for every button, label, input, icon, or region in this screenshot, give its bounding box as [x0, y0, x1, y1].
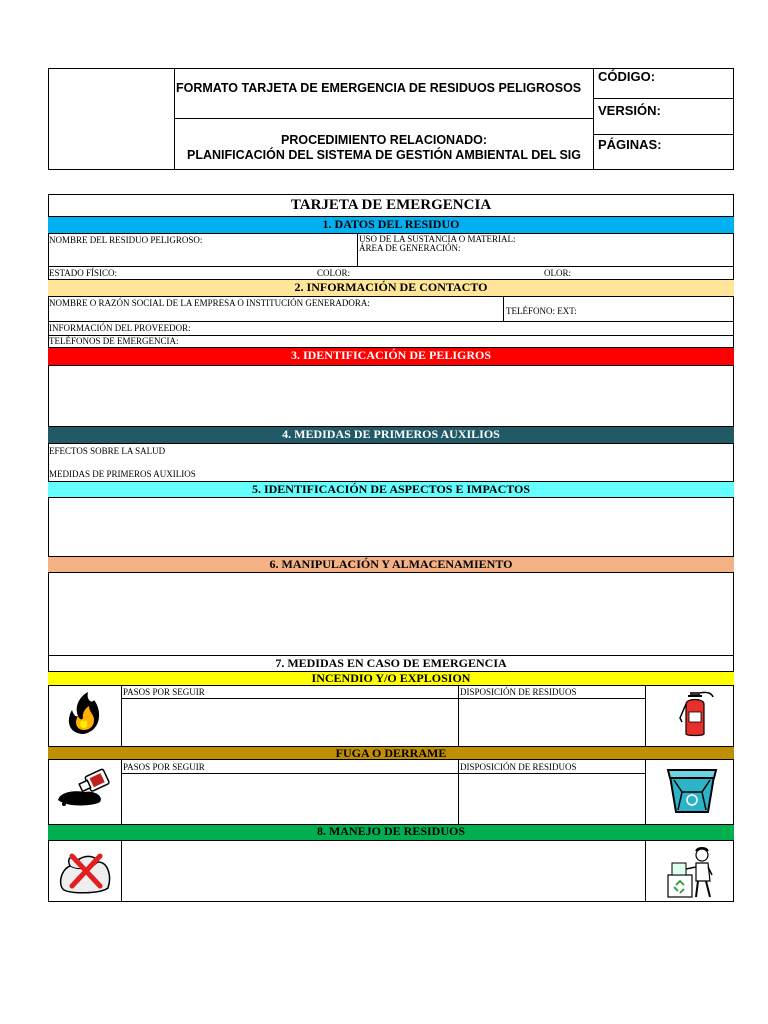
section-1-header: 1. DATOS DEL RESIDUO: [48, 216, 734, 234]
s1-divider: [357, 234, 358, 266]
header-divider-meta: [593, 68, 594, 170]
fire-col-2: [458, 686, 459, 746]
section-6-header: 6. MANIPULACIÓN Y ALMACENAMIENTO: [48, 556, 734, 573]
provider-label: INFORMACIÓN DEL PROVEEDOR:: [49, 323, 191, 333]
generation-area-label: ÁREA DE GENERACIÓN:: [359, 243, 461, 253]
waste-name-label: NOMBRE DEL RESIDUO PELIGROSO:: [49, 235, 203, 245]
pages-label: PÁGINAS:: [598, 137, 662, 152]
s1-row-divider: [48, 266, 734, 267]
first-aid-label: MEDIDAS DE PRIMEROS AUXILIOS: [49, 469, 196, 479]
version-label: VERSIÓN:: [598, 103, 661, 118]
waste-handling-area[interactable]: [122, 841, 645, 902]
section-8-header: 8. MANEJO DE RESIDUOS: [48, 824, 734, 841]
header-divider-meta1: [593, 98, 734, 99]
fire-col-1: [121, 686, 122, 746]
recycle-bin-icon: [664, 762, 720, 816]
section-4-header: 4. MEDIDAS DE PRIMEROS AUXILIOS: [48, 426, 734, 444]
spill-col-3: [645, 760, 646, 824]
spill-row-line: [121, 773, 645, 774]
s8-col-2: [645, 841, 646, 902]
spill-col-1: [121, 760, 122, 824]
spill-icon: [54, 766, 118, 808]
spill-steps-label: PASOS POR SEGUIR: [123, 762, 205, 772]
fire-extinguisher-icon: [676, 688, 716, 738]
physical-state-label: ESTADO FÍSICO:: [49, 268, 118, 278]
section-2-header: 2. INFORMACIÓN DE CONTACTO: [48, 279, 734, 297]
spill-disposal-label: DISPOSICIÓN DE RESIDUOS: [460, 762, 577, 772]
company-name-label: NOMBRE O RAZÓN SOCIAL DE LA EMPRESA O INSTITUCIÓN GENERADORA:: [49, 298, 370, 308]
flame-icon: [62, 690, 106, 736]
recycling-person-icon: [666, 845, 718, 899]
header-divider-meta2: [593, 134, 734, 135]
header-divider-logo: [174, 68, 175, 170]
health-effects-label: EFECTOS SOBRE LA SALUD: [49, 446, 166, 456]
crossed-bag-icon: [56, 846, 116, 894]
header-divider-mid: [174, 118, 593, 119]
hazards-area[interactable]: [48, 366, 734, 426]
phone-label: TELÉFONO: EXT:: [506, 306, 577, 316]
fire-col-3: [645, 686, 646, 746]
card-title: TARJETA DE EMERGENCIA: [290, 197, 492, 213]
section-3-header: 3. IDENTIFICACIÓN DE PELIGROS: [48, 347, 734, 366]
spill-col-2: [458, 760, 459, 824]
section-5-header: 5. IDENTIFICACIÓN DE ASPECTOS E IMPACTOS: [48, 481, 734, 498]
fire-steps-label: PASOS POR SEGUIR: [123, 687, 205, 697]
substance-use-label: USO DE LA SUSTANCIA O MATERIAL:: [359, 234, 516, 244]
odor-label: OLOR:: [544, 268, 571, 278]
spill-subheader: FUGA O DERRAME: [48, 746, 734, 760]
emergency-phones-label: TELÉFONOS DE EMERGENCIA:: [49, 336, 179, 346]
handling-area[interactable]: [48, 573, 734, 655]
s2-row-divider-1: [48, 321, 734, 322]
s2-divider: [503, 297, 504, 321]
fire-subheader: INCENDIO Y/O EXPLOSION: [48, 671, 734, 686]
aspects-area[interactable]: [48, 498, 734, 556]
section-7-header: 7. MEDIDAS EN CASO DE EMERGENCIA: [275, 656, 507, 670]
procedure-name: PLANIFICACIÓN DEL SISTEMA DE GESTIÓN AMBIENTAL DEL SIG: [186, 148, 581, 162]
color-label: COLOR:: [317, 268, 351, 278]
fire-row-line: [121, 698, 645, 699]
code-label: CÓDIGO:: [598, 69, 656, 84]
format-title: FORMATO TARJETA DE EMERGENCIA DE RESIDUOS PELIGROSOS: [176, 81, 582, 95]
fire-disposal-label: DISPOSICIÓN DE RESIDUOS: [460, 687, 577, 697]
procedure-label: PROCEDIMIENTO RELACIONADO:: [280, 133, 488, 147]
